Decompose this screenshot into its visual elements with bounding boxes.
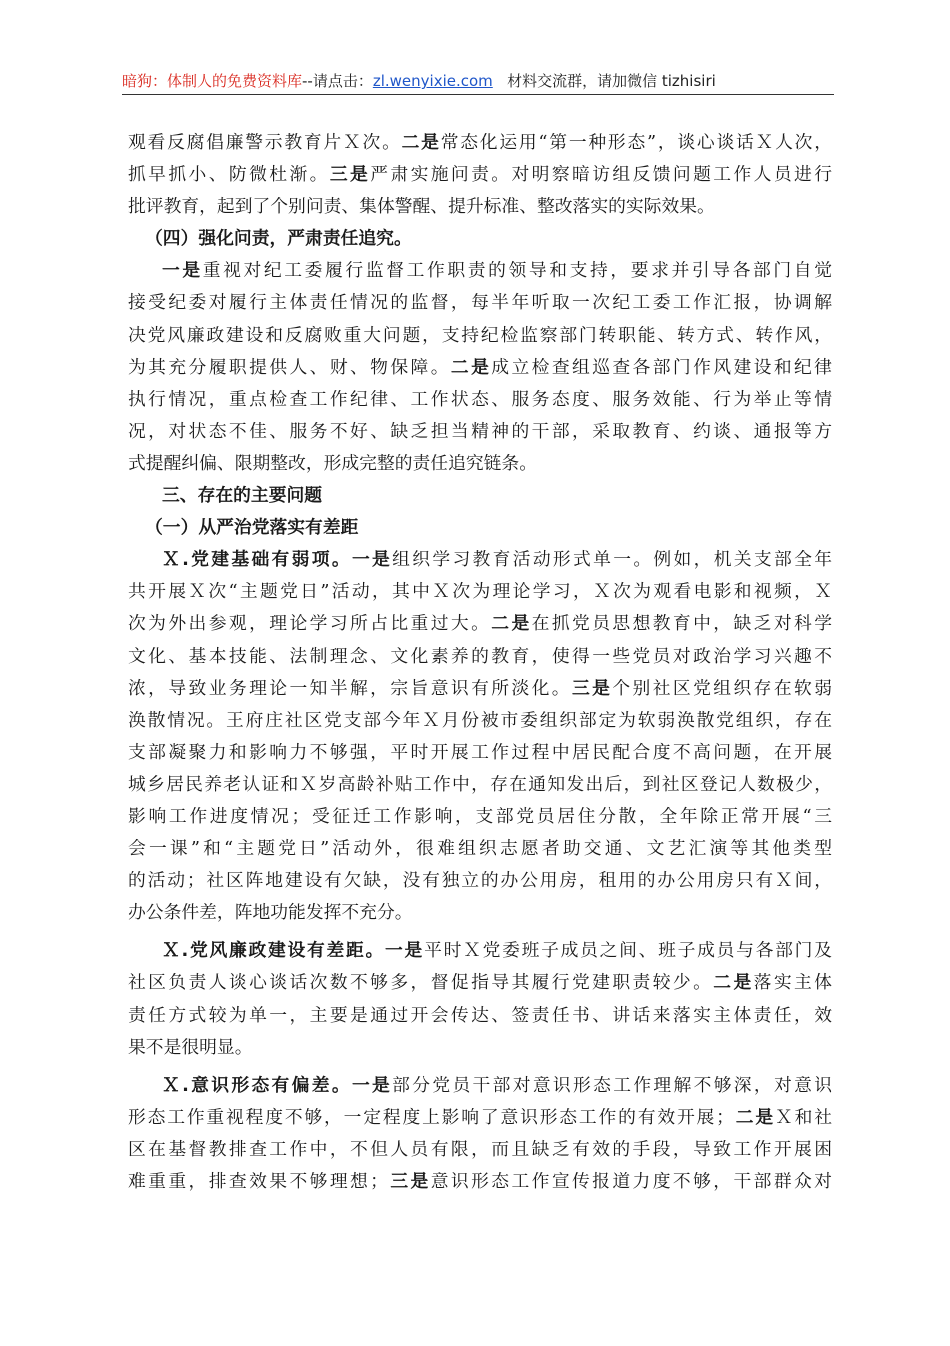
- text-line: 文化、基本技能、法制理念、文化素养的教育，使得一些党员对政治学习兴趣不: [128, 645, 832, 667]
- text-line: 区在基督教排查工作中，不但人员有限，而且缺乏有效的手段，导致工作开展困: [128, 1138, 832, 1160]
- text-line: 式提醒纠偏、限期整改，形成完整的责任追究链条。: [128, 452, 537, 474]
- text-line: 会一课”和“主题党日”活动外，很难组织志愿者助交通、文艺汇演等其他类型: [128, 838, 832, 860]
- text-line: 难重重，排查效果不够理想；三是意识形态工作宣传报道力度不够，干部群众对: [128, 1171, 832, 1192]
- header-click-hint: --请点击：: [302, 72, 373, 90]
- text-line: 抓早抓小、防微杜渐。三是严肃实施问责。对明察暗访组反馈问题工作人员进行: [128, 164, 832, 186]
- text-line: 社区负责人谈心谈话次数不够多，督促指导其履行党建职责较少。二是落实主体: [128, 972, 832, 994]
- text-line: 共开展Ｘ次“主题党日”活动，其中Ｘ次为理论学习，Ｘ次为观看电影和视频，Ｘ: [128, 581, 832, 603]
- text-line: 一是重视对纪工委履行监督工作职责的领导和支持，要求并引导各部门自觉: [162, 260, 832, 282]
- text-line: Ｘ.党建基础有弱项。一是组织学习教育活动形式单一。例如，机关支部全年: [162, 549, 832, 571]
- text-line: 形态工作重视程度不够，一定程度上影响了意识形态工作的有效开展；二是Ｘ和社: [128, 1106, 832, 1128]
- page-header: [122, 70, 834, 95]
- text-line: 办公条件差，阵地功能发挥不充分。: [128, 902, 413, 924]
- text-line: 观看反腐倡廉警示教育片Ｘ次。二是常态化运用“第一种形态”，谈心谈话Ｘ人次，: [128, 132, 832, 153]
- subsection-heading: （四）强化问责，严肃责任追究。: [145, 228, 412, 250]
- text-line: 的活动；社区阵地建设有欠缺，没有独立的办公用房，租用的办公用房只有Ｘ间，: [128, 870, 832, 892]
- text-line: 次为外出参观，理论学习所占比重过大。二是在抓党员思想教育中，缺乏对科学: [128, 613, 832, 635]
- header-site-name: 暗狗：体制人的免费资料库: [122, 72, 303, 90]
- header-wechat-note: 材料交流群，请加微信 tizhisiri: [507, 72, 716, 90]
- text-line: 果不是很明显。: [128, 1036, 253, 1058]
- text-line: Ｘ.意识形态有偏差。一是部分党员干部对意识形态工作理解不够深，对意识: [162, 1074, 832, 1096]
- text-line: 接受纪委对履行主体责任情况的监督，每半年听取一次纪工委工作汇报，协调解: [128, 292, 832, 314]
- document-body: [128, 127, 832, 1198]
- text-line: 决党风廉政建设和反腐败重大问题，支持纪检监察部门转职能、转方式、转作风，: [128, 324, 832, 346]
- section-heading: 三、存在的主要问题: [162, 485, 323, 507]
- text-line: 城乡居民养老认证和Ｘ岁高龄补贴工作中，存在通知发出后，到社区登记人数极少，: [128, 773, 832, 795]
- text-line: 执行情况，重点检查工作纪律、工作状态、服务态度、服务效能、行为举止等情: [128, 388, 832, 410]
- text-line: 支部凝聚力和影响力不够强，平时开展工作过程中居民配合度不高问题，在开展: [128, 741, 832, 763]
- text-line: 影响工作进度情况；受征迁工作影响，支部党员居住分散，全年除正常开展“三: [128, 805, 832, 827]
- text-line: 浓，导致业务理论一知半解，宗旨意识有所淡化。三是个别社区党组织存在软弱: [128, 677, 832, 699]
- header-link[interactable]: zl.wenyixie.com: [372, 72, 493, 90]
- text-line: 况，对状态不佳、服务不好、缺乏担当精神的干部，采取教育、约谈、通报等方: [128, 420, 832, 442]
- text-line: 批评教育，起到了个别问责、集体警醒、提升标准、整改落实的实际效果。: [128, 196, 715, 218]
- text-line: Ｘ.党风廉政建设有差距。一是平时Ｘ党委班子成员之间、班子成员与各部门及: [162, 940, 832, 962]
- text-line: 为其充分履职提供人、财、物保障。二是成立检查组巡查各部门作风建设和纪律: [128, 356, 832, 378]
- text-line: 涣散情况。王府庄社区党支部今年Ｘ月份被市委组织部定为软弱涣散党组织，存在: [128, 709, 832, 731]
- subsection-heading: （一）从严治党落实有差距: [145, 517, 359, 539]
- text-line: 责任方式较为单一，主要是通过开会传达、签责任书、讲话来落实主体责任，效: [128, 1004, 832, 1026]
